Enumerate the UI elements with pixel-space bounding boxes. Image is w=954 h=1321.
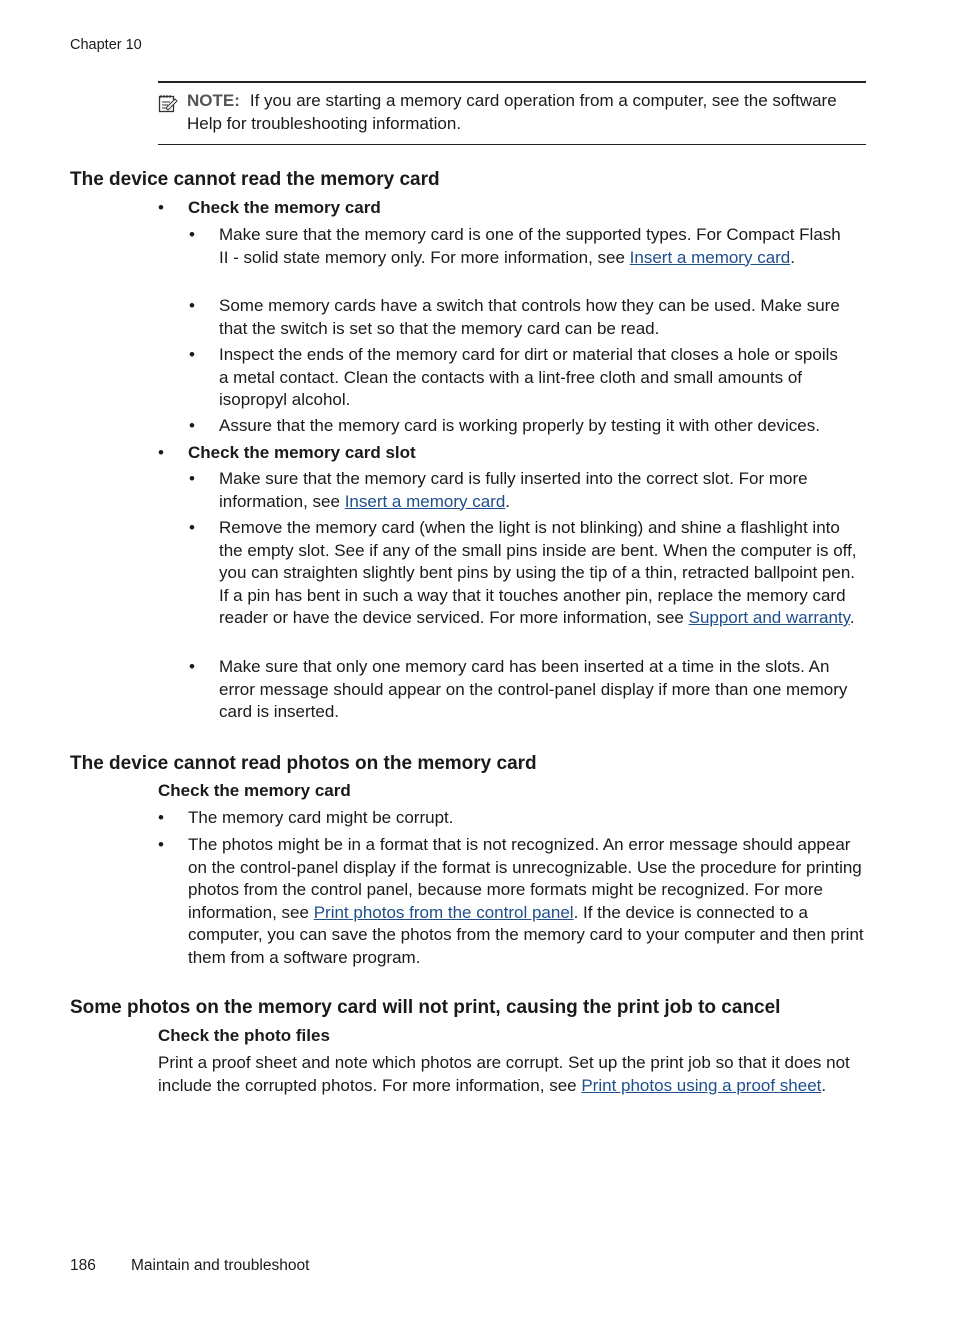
bullet: • (189, 225, 195, 244)
proof-sheet-link[interactable]: Print photos using a proof sheet (581, 1075, 822, 1095)
list-item: Some memory cards have a switch that controls how they can be used. Make sure that the switch is set so that the memory card can be read. (219, 296, 840, 338)
subheading: Check the memory card slot (188, 443, 416, 462)
print-photos-control-panel-link[interactable]: Print photos from the control panel (313, 902, 574, 922)
bullet: • (158, 808, 164, 827)
bullet: • (189, 469, 195, 488)
page-number: 186 (70, 1257, 96, 1274)
paragraph: Print a proof sheet and note which photos are corrupt. Set up the print job so that it does not include the corrupted photos. For more information, see (158, 1053, 850, 1095)
section-title: Some photos on the memory card will not print, causing the print job to cancel (70, 997, 781, 1018)
chapter-header: Chapter 10 (70, 37, 142, 53)
list-item: Make sure that the memory card is fully inserted into the correct slot. For more information, see (219, 469, 808, 511)
period: . (790, 247, 795, 267)
footer-section: Maintain and troubleshoot (131, 1257, 310, 1274)
bullet: • (189, 296, 195, 315)
list-item: The memory card might be corrupt. (188, 808, 454, 827)
note-icon (158, 93, 178, 113)
subheading: Check the photo files (158, 1026, 330, 1045)
bullet: • (189, 518, 195, 537)
period: . (821, 1075, 827, 1095)
list-item: The photos might be in a format that is not recognized. An error message should appear on the control-panel display if the format is unrecognizable. Use the procedure for printing photos from the control panel, because more formats might be recognized. For more information, see (188, 835, 862, 922)
list-item: Remove the memory card (when the light is not blinking) and shine a flashlight into the empty slot. See if any of the small pins inside are bent. When the computer is off, you can straighten slightly bent pins by using the tip of a thin, retracted ballpoint pen. If a pin has bent in such a way that it touches another pin, replace the memory card reader or have the device serviced. For more information, see (219, 518, 857, 627)
list-item: Assure that the memory card is working properly by testing it with other devices. (219, 416, 820, 435)
bullet: • (158, 443, 164, 462)
list-item: Make sure that the memory card is one of the supported types. For Compact Flash II - solid state memory only. For more information, see (219, 225, 841, 267)
bullet: • (189, 345, 195, 364)
note-label: NOTE: (187, 91, 240, 110)
period: . (849, 608, 855, 627)
subheading: Check the memory card (188, 198, 381, 217)
insert-memory-card-link[interactable]: Insert a memory card (629, 247, 791, 267)
bullet: • (189, 657, 195, 676)
period: . (505, 491, 511, 511)
list-item-cont: . If the device is connected to a computer, you can save the photos from the memory card to your computer and then print them from a software program. (188, 902, 864, 967)
list-item: Inspect the ends of the memory card for dirt or material that closes a hole or spoils a metal contact. Clean the contacts with a lint-free cloth and small amounts of isopropyl alcohol. (219, 345, 838, 409)
note-text: If you are starting a memory card operation from a computer, see the software Help for troubleshooting information. (187, 91, 837, 133)
subheading: Check the memory card (158, 781, 351, 800)
bullet: • (158, 198, 164, 217)
bullet: • (158, 835, 164, 854)
bullet: • (189, 416, 195, 435)
list-item: Make sure that only one memory card has been inserted at a time in the slots. An error message should appear on the control-panel display if more than one memory card is inserted. (219, 657, 848, 721)
section-title: The device cannot read photos on the memory card (70, 753, 537, 774)
section-title: The device cannot read the memory card (70, 169, 440, 190)
support-warranty-link[interactable]: Support and warranty (688, 608, 850, 627)
note-box (158, 81, 866, 145)
insert-memory-card-link-2[interactable]: Insert a memory card (344, 491, 506, 511)
